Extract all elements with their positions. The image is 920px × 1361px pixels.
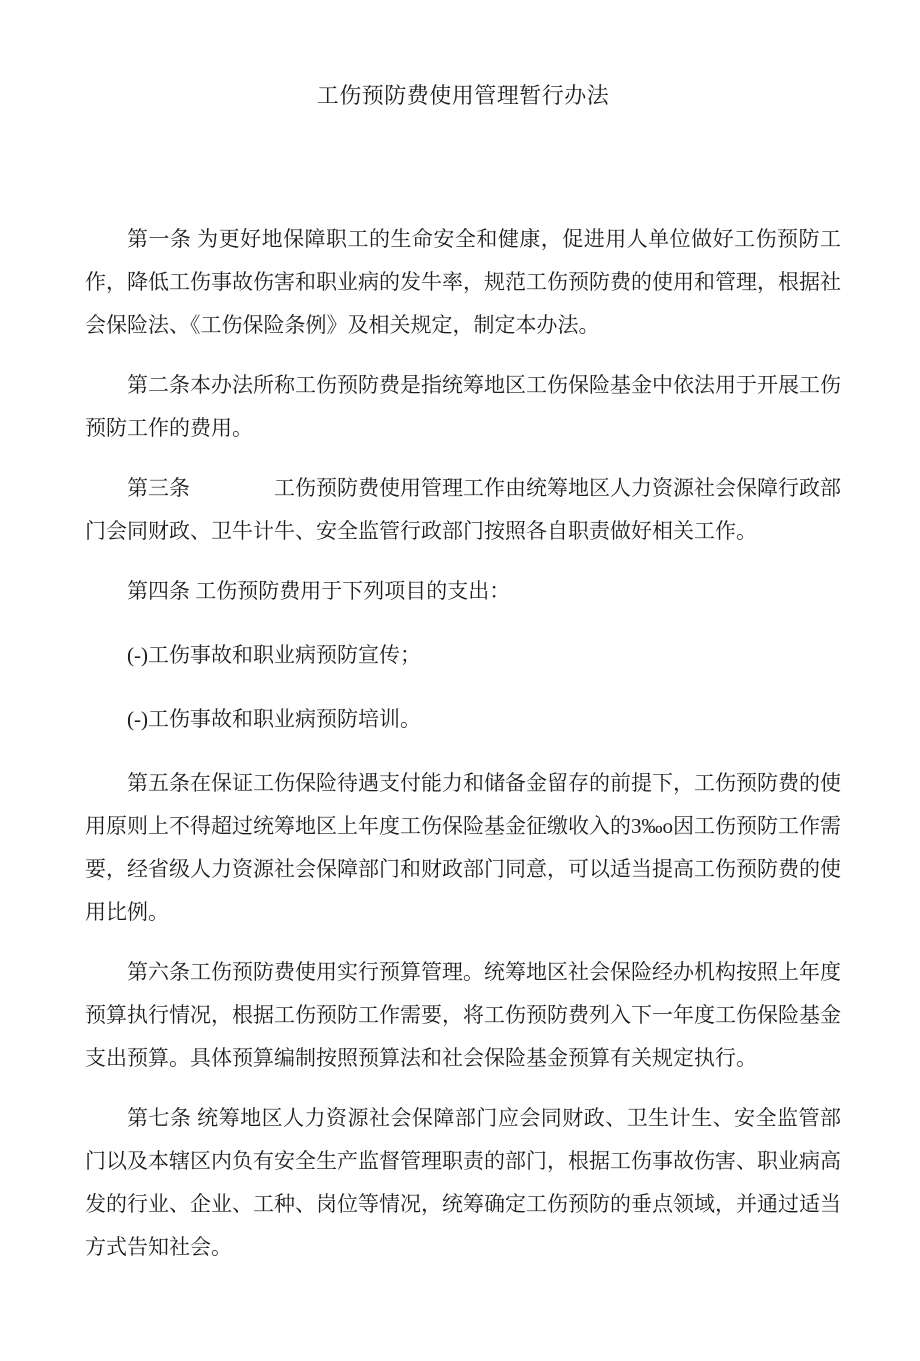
paragraph-article-5: 第五条在保证工伤保险待遇支付能力和储备金留存的前提下，工伤预防费的使用原则上不得超过统筹地区上年度工伤保险基金征缴收入的3‰o因工伤预防工作需要，经省级人力资源社会保障部门和财政部门同意，可以适当提高工伤预防费的使用比例。 [85, 771, 841, 924]
paragraph-article-1: 第一条 为更好地保障职工的生命安全和健康，促进用人单位做好工伤预防工作，降低工伤事故伤害和职业病的发牛率，规范工伤预防费的使用和管理，根据社会保险法、《工伤保险条例》及相关规定，制定本办法。 [85, 227, 841, 337]
document-title: 工伤预防费使用管理暂行办法 [316, 83, 610, 108]
list-item-2: (-)工伤事故和职业病预防培训。 [127, 707, 421, 731]
paragraph-article-2: 第二条本办法所称工伤预防费是指统筹地区工伤保险基金中依法用于开展工伤预防工作的费用。 [85, 373, 841, 440]
paragraph-article-3: 第三条 工伤预防费使用管理工作由统筹地区人力资源社会保障行政部门会同财政、卫牛计牛、安全监管行政部门按照各自职责做好相关工作。 [85, 476, 841, 543]
paragraph-article-4: 第四条 工伤预防费用于下列项目的支出： [127, 579, 511, 603]
paragraph-article-6: 第六条工伤预防费使用实行预算管理。统筹地区社会保险经办机构按照上年度预算执行情况，根据工伤预防工作需要，将工伤预防费列入下一年度工伤保险基金支出预算。具体预算编制按照预算法和社会保险基金预算有关规定执行。 [85, 960, 841, 1070]
list-item-1: (-)工伤事故和职业病预防宣传； [127, 643, 421, 667]
paragraph-article-7: 第七条 统筹地区人力资源社会保障部门应会同财政、卫生计生、安全监管部门以及本辖区内负有安全生产监督管理职责的部门，根据工伤事故伤害、职业病高发的行业、企业、工种、岗位等情况，统筹确定工伤预防的垂点领域，并通过适当方式告知社会。 [85, 1106, 841, 1259]
